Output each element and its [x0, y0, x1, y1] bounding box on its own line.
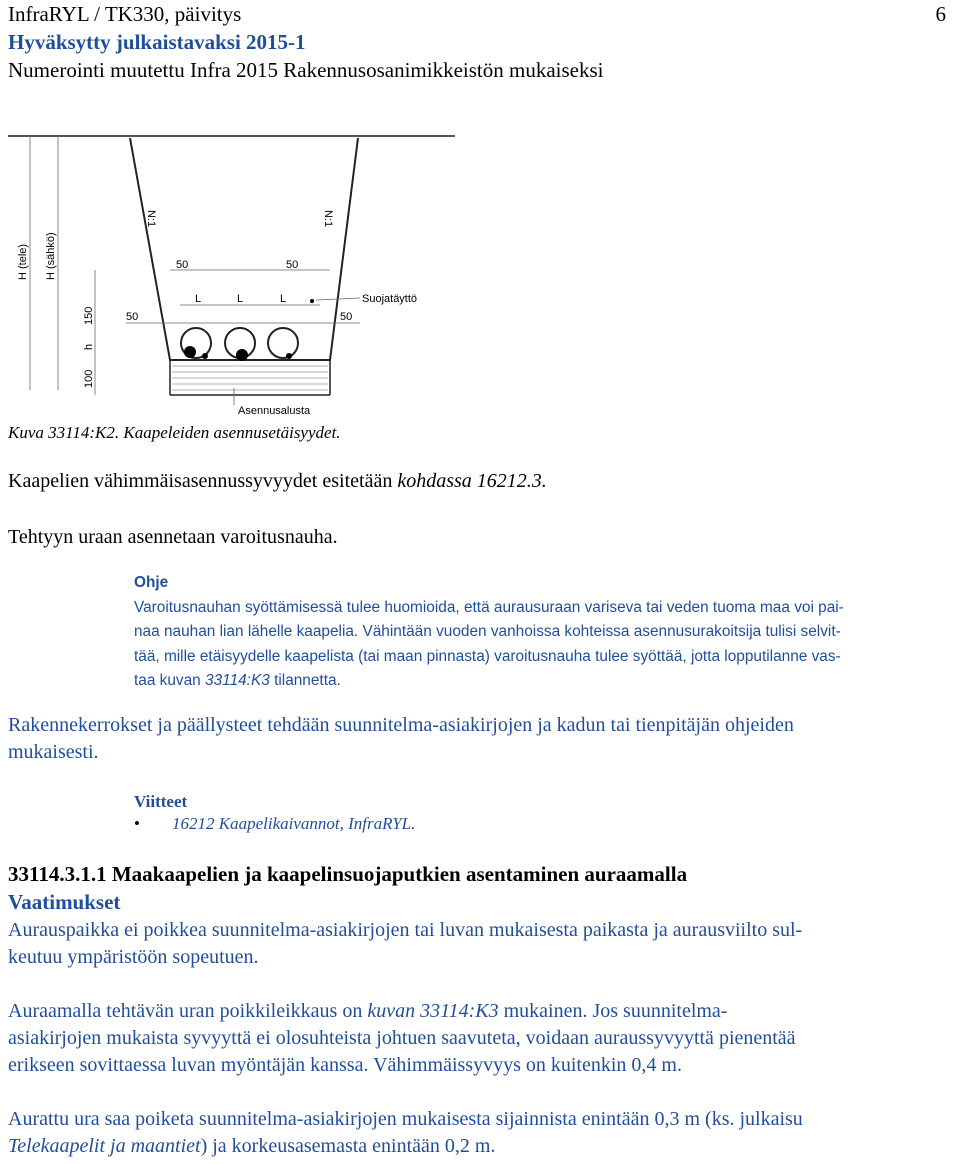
para1-text: Kaapelien vähimmäisasennussyvyydet esitetään: [8, 470, 398, 492]
paragraph-1: [8, 468, 948, 495]
para6-line-2b: ) ja korkeusasemasta enintään 0,2 m.: [200, 1135, 496, 1157]
ohje-line-2a: naa nauhan lian lähelle kaapelia.: [134, 623, 359, 640]
para6-line-2: [8, 1133, 948, 1160]
label-top-left-50: 50: [176, 259, 189, 271]
para6-line-2a: Telekaapelit ja maantiet: [8, 1135, 201, 1157]
bedding-hatch: [172, 366, 328, 390]
para4-line-1: Aurauspaikka ei poikkea suunnitelma-asiakirjojen tai luvan mukaisesta paikasta ja aurausviilto sul-: [8, 919, 803, 941]
viitteet-title: Viitteet: [134, 792, 188, 811]
label-150: 150: [83, 306, 95, 325]
label-100: 100: [83, 369, 95, 388]
label-h: h: [83, 343, 95, 350]
ohje-line-4b: 33114:K3: [205, 672, 270, 689]
trench-diagram: [0, 120, 470, 420]
para6-line-1: Aurattu ura saa poiketa suunnitelma-asiakirjojen mukaisesta sijainnista enintään 0,3 m (ks. julkaisu: [8, 1108, 803, 1130]
ohje-line-2: [134, 620, 946, 645]
header-line-3: Numerointi muutettu Infra 2015 Rakennusosanimikkeistön mukaiseksi: [8, 58, 604, 82]
label-h-tele: H (tele): [17, 243, 29, 280]
paragraph-6: [8, 1106, 948, 1160]
page-header: [8, 0, 604, 84]
bullet-icon: •: [134, 814, 140, 833]
para5-line-1a: Auraamalla tehtävän uran poikkileikkaus on: [8, 1000, 368, 1022]
ohje-line-4a: taa kuvan: [134, 672, 206, 689]
label-suojataytto: Suojatäyttö: [362, 293, 418, 305]
para5-line-2: asiakirjojen mukaista syvyyttä ei olosuhteista johtuen saavuteta, voidaan auraussyvyyttä pienentää: [8, 1027, 796, 1049]
label-mid-right-50: 50: [340, 311, 353, 323]
paragraph-4: [8, 917, 948, 971]
para5-line-1c: mukainen. Jos suunnitelma-: [498, 1000, 728, 1022]
label-l-1: L: [195, 293, 202, 305]
paragraph-3: [8, 712, 948, 766]
requirements-heading: Vaatimukset: [8, 890, 121, 914]
cable-1: [184, 346, 196, 358]
ohje-body: [134, 596, 946, 694]
paragraph-5: [8, 998, 948, 1079]
para4-line-2: keutuu ympäristöön sopeutuen.: [8, 946, 259, 968]
cable-2: [236, 349, 248, 361]
para3-line-2: mukaisesti.: [8, 741, 99, 763]
ohje-title: Ohje: [134, 574, 169, 591]
para1-link: kohdassa 16212.3.: [397, 470, 547, 492]
label-h-sahko: H (sähkö): [45, 232, 57, 280]
header-line-2: Hyväksytty julkaistavaksi 2015-1: [8, 30, 306, 54]
ohje-line-1: Varoitusnauhan syöttämisessä tulee huomioida, että aurausuraan variseva tai veden tuoma maa voi pai-: [134, 598, 844, 616]
section-heading: 33114.3.1.1 Maakaapelien ja kaapelinsuojaputkien asentaminen auraamalla: [8, 862, 688, 886]
ohje-box: [134, 571, 946, 694]
trench-outline: [130, 138, 358, 360]
page-number: 6: [935, 2, 946, 26]
header-line-1: InfraRYL / TK330, päivitys: [8, 2, 242, 26]
viitteet-item-text: 16212 Kaapelikaivannot, InfraRYL.: [172, 814, 416, 833]
label-mid-left-50: 50: [126, 311, 139, 323]
ohje-line-4c: tilannetta.: [269, 672, 341, 689]
viitteet-item: [134, 812, 415, 836]
paragraph-2: Tehtyyn uraan asennetaan varoitusnauha.: [8, 526, 338, 548]
para3-line-1: Rakennekerrokset ja päällysteet tehdään suunnitelma-asiakirjojen ja kadun tai tienpitäjän ohjeiden: [8, 714, 794, 736]
ohje-line-3: tää, mille etäisyydelle kaapelista (tai maan pinnasta) varoitusnauha tulee syöttää, jotta lopputilanne vas-: [134, 647, 841, 665]
label-l-2: L: [237, 293, 244, 305]
label-l-3: L: [280, 293, 287, 305]
para5-line-3: erikseen sovittaessa luvan myöntäjän kanssa. Vähimmäissyvyys on kuitenkin 0,4 m.: [8, 1054, 682, 1076]
label-slope-left: N:1: [145, 210, 157, 228]
label-asennusalusta: Asennusalusta: [238, 405, 311, 417]
label-slope-right: N:1: [322, 210, 334, 228]
para5-line-1b: kuvan 33114:K3: [367, 1000, 499, 1022]
label-top-right-50: 50: [286, 259, 299, 271]
cable-pipe-3: [268, 328, 298, 358]
ohje-line-4: [134, 669, 946, 694]
figure-caption: Kuva 33114:K2. Kaapeleiden asennusetäisyydet.: [8, 423, 341, 442]
para5-line-1: [8, 998, 948, 1025]
ohje-line-2b: Vähintään vuoden vanhoissa kohteissa asennusurakoitsija tulisi selvit-: [358, 623, 841, 640]
